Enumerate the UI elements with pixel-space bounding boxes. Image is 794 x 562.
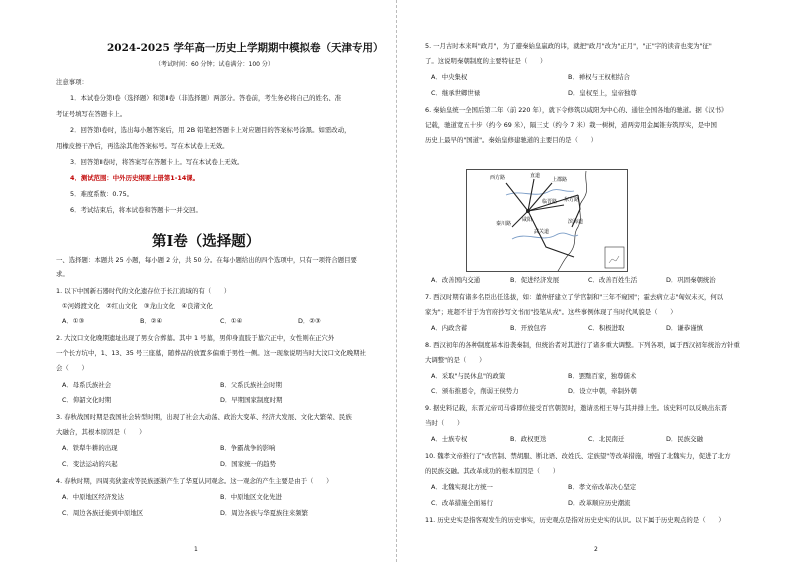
option-d[interactable]: D．改革顺应历史潮流: [568, 499, 631, 507]
option-d[interactable]: D．周边各族与华夏族往来频繁: [220, 509, 308, 517]
option-c[interactable]: C．改善百姓生活: [588, 276, 638, 284]
page-number: 1: [194, 546, 198, 553]
option-c[interactable]: C．改革措施全面易行: [431, 499, 493, 507]
question-sublist: ①河姆渡文化 ②红山文化 ③龙山文化 ④良渚文化: [62, 302, 213, 310]
note-line: 3．回答第Ⅱ卷时，将答案写在答题卡上。写在本试卷上无效。: [70, 158, 244, 166]
option-c[interactable]: C．北民南迁: [588, 435, 625, 443]
option-b[interactable]: B．开放包容: [510, 324, 547, 332]
page-title: 2024-2025 学年高一历史上学期期中模拟卷（天津专用）: [107, 42, 384, 54]
qin-road-map: [466, 169, 628, 272]
test-scope: 4．测试范围：中外历史纲要上册第1-14课。: [70, 174, 200, 182]
question-stem: 1. 以下中国新石器时代的文化遗存位于长江流域的有（ ）: [56, 287, 231, 295]
page-number: 2: [594, 546, 598, 553]
option-d[interactable]: D．民族交融: [666, 435, 703, 443]
map-label: 滨海道: [568, 219, 584, 225]
question-stem: 10. 魏孝文帝推行了"改官制、禁胡服、断北语、改姓氏、定族望"等改革措施，增强了北魏实力，促进了北方: [425, 452, 731, 460]
question-stem: 8. 西汉初年的各种制度基本沿袭秦制，但统治者对其进行了诸多重大调整。下列各项，属于西汉初年统治方针重: [425, 341, 740, 349]
note-line: 考证号填写在答题卡上。: [56, 110, 127, 118]
question-stem: 5. 一月古时本来叫"政月"，为了避秦始皇嬴政的讳，就把"政月"改为"正月"，"正"字的读音也变为"征": [425, 42, 712, 50]
option-c[interactable]: C．继承世卿世禄: [431, 89, 481, 97]
option-b[interactable]: B．禅权与王权相结合: [568, 73, 630, 81]
question-stem: 当时（ ）: [425, 419, 464, 427]
question-stem: 一个长方坑中，1、13、35 号三座墓，随葬品的放置多偏重于男性一侧。这一现象说明当时大汶口文化晚期社: [56, 349, 366, 357]
question-stem: 大调整"的是（ ）: [425, 356, 486, 364]
note-line: 用橡皮擦干净后，再选涂其他答案标号。写在本试卷上无效。: [56, 142, 229, 150]
note-line: 2．回答第Ⅰ卷时，选出每小题答案后，用 2B 铅笔把答题卡上对应题目的答案标号涂黑。如需改动，: [70, 126, 351, 134]
option-c[interactable]: C．积极进取: [588, 324, 625, 332]
exam-info: （考试时间：60 分钟；试卷满分：100 分）: [155, 61, 274, 68]
option-b[interactable]: B．中原地区文化先进: [220, 493, 282, 501]
question-stem: 11. 历史史实是指客观发生的历史事实，历史观点是指对历史史实的认识。以下属于历史观点的是（ ）: [425, 516, 725, 524]
question-stem: 9. 据史料记载，东晋元帝司马睿即位接受百官朝贺时，邀请丞相王导与其并排上坐。该史料可以反映出东晋: [425, 404, 728, 412]
option-c[interactable]: C．变法运动的兴起: [62, 460, 118, 468]
option-b[interactable]: B．孝文帝改革决心坚定: [568, 483, 637, 491]
option-a[interactable]: A．改善国内交通: [431, 276, 481, 284]
option-b[interactable]: B．父系氏族社会时期: [220, 381, 282, 389]
option-a[interactable]: A．母系氏族社会: [62, 381, 112, 389]
option-d[interactable]: D．早期国家制度时期: [220, 396, 283, 404]
question-stem: 3. 春秋战国时期是我国社会转型时期，出现了社会大动荡、政治大变革、经济大发展、文化大繁荣、民族: [56, 413, 352, 421]
note-line: 6．考试结束后，将本试卷和答题卡一并交回。: [70, 206, 202, 214]
option-b[interactable]: B．政权更迭: [510, 435, 547, 443]
map-label: 西方路: [490, 175, 506, 181]
option-d[interactable]: D．设立中朝，牵制外朝: [568, 387, 637, 395]
question-stem: 家为"；班超不甘于为官府抄写文书而"投笔从戎"。这些事例体现了当时代风貌是（ ）: [425, 308, 677, 316]
option-d[interactable]: D．②③: [298, 317, 321, 325]
map-label: 上郡路: [552, 177, 568, 183]
question-stem: 的民族交融。其改革成功的根本原因是（ ）: [425, 467, 560, 475]
option-a[interactable]: A．内政含蓄: [431, 324, 468, 332]
map-label: 东方路: [564, 197, 580, 203]
option-a[interactable]: A．采取"与民休息"的政策: [431, 372, 506, 380]
option-c[interactable]: C．①④: [220, 317, 243, 325]
option-d[interactable]: D．国家统一的趋势: [220, 460, 277, 468]
map-label: 秦川路: [496, 221, 512, 227]
question-stem: 记载，驰道宽五十步（约今 69 米），隔三丈（约今 7 米）栽一树树，道两旁用金属锥夯筑厚实，是中国: [425, 121, 717, 129]
option-d[interactable]: D．皇权至上，皇帝独尊: [568, 89, 637, 97]
question-stem: 大融合，其根本原因是（ ）: [56, 428, 146, 436]
option-a[interactable]: A．中央集权: [431, 73, 468, 81]
option-a[interactable]: A．士族专权: [431, 435, 468, 443]
option-a[interactable]: A．北魏实现北方统一: [431, 483, 493, 491]
question-stem: 历史上最早的"国道"。秦始皇修建驰道的主要目的是（ ）: [425, 136, 598, 144]
question-stem: 会（ ）: [56, 364, 88, 372]
notes-heading: 注意事项：: [56, 78, 88, 86]
question-stem: 了。这说明秦朝制度的主要特征是（ ）: [425, 57, 547, 65]
option-d[interactable]: D．谦恭谨慎: [666, 324, 703, 332]
option-a[interactable]: A．中原地区经济发达: [62, 493, 124, 501]
note-line: 1．本试卷分第Ⅰ卷（选择题）和第Ⅱ卷（非选择题）两部分。答卷前，考生务必将自己的姓名、准: [70, 94, 342, 102]
question-stem: 4. 春秋时期，四周夷狄蛮戎等民族逐渐产生了华夏认同观念。这一观念的产生主要是由于（ ）: [56, 477, 333, 485]
question-stem: 2. 大汶口文化晚期遗址出现了男女合葬墓。其中 1 号墓，男仰身直肢于墓穴正中，女性则在正穴外: [56, 334, 335, 342]
right-page: [398, 0, 794, 562]
option-a[interactable]: A．①③: [62, 317, 85, 325]
option-b[interactable]: B．罢黜百家，独尊儒术: [568, 372, 637, 380]
question-stem: 7. 西汉时期有诸多名臣出任选拔，如：董仲舒建立了学官制和"三年不窥园"；霍去病立志"匈奴未灭，何以: [425, 293, 724, 301]
map-label: 临晋路: [542, 199, 558, 205]
option-d[interactable]: D．巩固秦朝统治: [666, 276, 716, 284]
option-c[interactable]: C．周边各族迁徙到中原地区: [62, 509, 144, 517]
section-intro: 求。: [56, 270, 69, 278]
option-b[interactable]: B．促进经济发展: [510, 276, 560, 284]
map-label: 武关道: [534, 229, 550, 235]
section-heading: 第Ⅰ卷（选择题）: [152, 233, 261, 250]
section-intro: 一、选择题：本题共 25 小题，每小题 2 分，共 50 分。在每小题给出的四个选项中，只有一项符合题目要: [56, 256, 357, 264]
map-label: 直道: [530, 173, 541, 179]
option-b[interactable]: B．②④: [140, 317, 163, 325]
option-c[interactable]: C．仰韶文化时期: [62, 396, 112, 404]
option-c[interactable]: C．颁布推恩令，削弱王侯势力: [431, 387, 519, 395]
question-stem: 6. 秦始皇统一全国后第二年（前 220 年），就下令修筑以咸阳为中心的、通往全国各地的驰道。据《汉书》: [425, 106, 728, 114]
option-a[interactable]: A．铁犁牛耕的出现: [62, 444, 118, 452]
note-line: 5．难度系数：0.75。: [70, 190, 134, 198]
option-b[interactable]: B．争霸战争的影响: [220, 444, 276, 452]
map-label: 咸阳: [522, 217, 533, 223]
